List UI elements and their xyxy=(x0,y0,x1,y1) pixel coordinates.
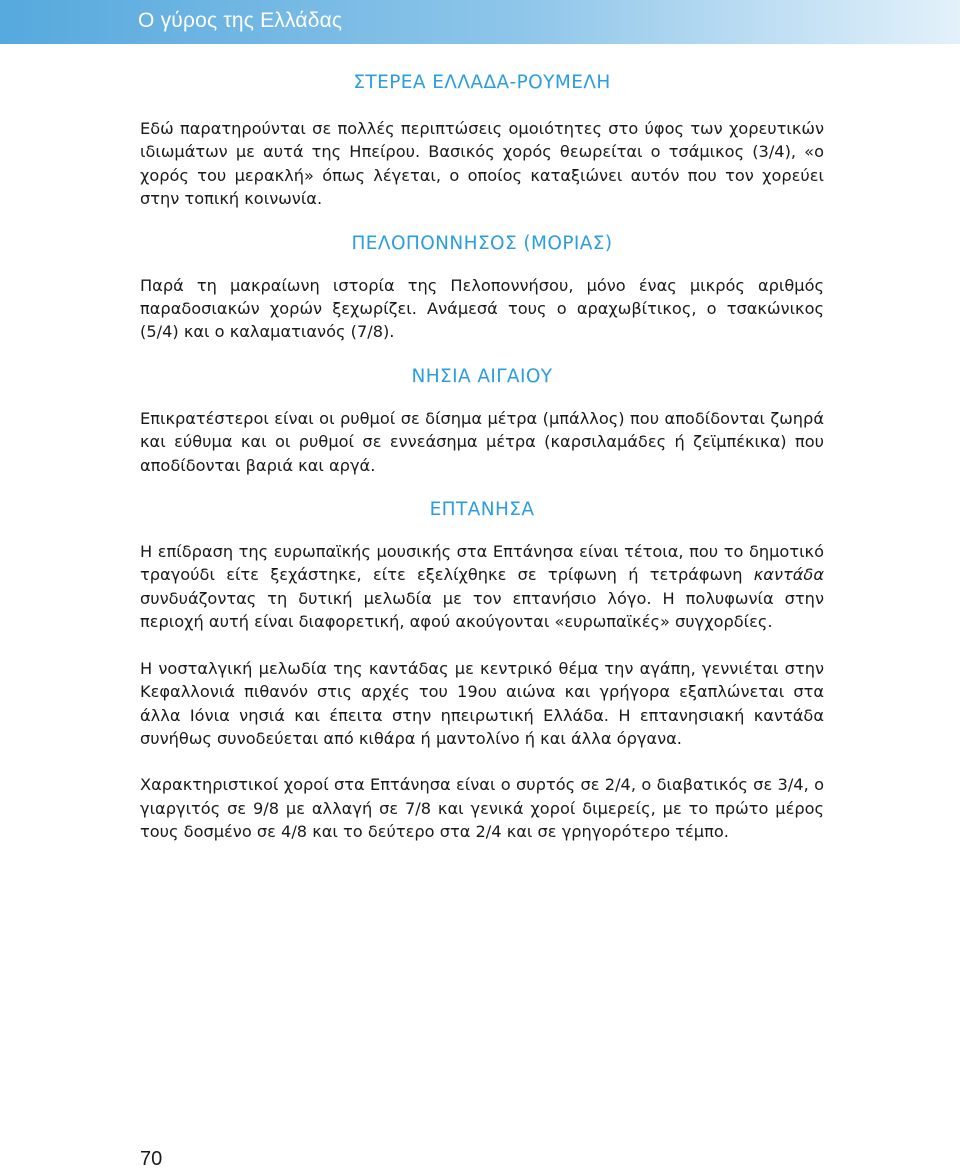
section-heading-sterea-ellada: ΣΤΕΡΕΑ ΕΛΛΑΔΑ-ΡΟΥΜΕΛΗ xyxy=(353,72,611,93)
paragraph-eptanisa-1-start: Η επίδραση της ευρωπαϊκής μουσικής στα Επτάνησα είναι τέτοια, που το δημοτικό τραγούδι είτε ξεχάστηκε, είτε εξελίχθηκε σε τρίφωνη ή τετράφωνη xyxy=(140,542,824,585)
paragraph-eptanisa-3: Χαρακτηριστικοί χοροί στα Επτάνησα είναι ο συρτός σε 2/4, ο διαβατικός σε 3/4, ο γιαργιτός σε 9/8 με αλλαγή σε 7/8 και γενικά χοροί διμερείς, με το πρώτο μέρος τους δοσμένο σε 4/8 και το δεύτερο στα 2/4 και σε γρηγορότερο τέμπο. xyxy=(140,775,824,842)
paragraph-sterea-ellada: Εδώ παρατηρούνται σε πολλές περιπτώσεις ομοιότητες στο ύφος των χορευτικών ιδιωμάτων με αυτά της Ηπείρου. Βασικός χορός θεωρείται ο τσάμικος (3/4), «ο χορός του μερακλή» όπως λέγεται, ο οποίος καταξιώνει αυτόν που τον χορεύει στην τοπική κοινωνία. xyxy=(140,119,824,209)
running-header-title: Ο γύρος της Ελλάδας xyxy=(138,9,343,32)
paragraph-eptanisa-1-end: συνδυάζοντας τη δυτική μελωδία με τον επτανήσιο λόγο. Η πολυφωνία στην περιοχή αυτή είναι διαφορετική, αφού ακούγονται «ευρωπαϊκές» συγχορδίες. xyxy=(140,588,824,632)
header-band xyxy=(0,0,960,44)
section-heading-eptanisa: ΕΠΤΑΝΗΣΑ xyxy=(429,499,535,521)
paragraph-eptanisa-2: Η νοσταλγική μελωδία της καντάδας με κεντρικό θέμα την αγάπη, γεννιέται στην Κεφαλλονιά πιθανόν στις αρχές του 19ου αιώνα και γρήγορα εξαπλώνεται στα άλλα Ιόνια νησιά και έπειτα στην ηπειρωτική Ελλάδα. Η επτανησιακή καντάδα συνήθως συνοδεύεται από κιθάρα ή μαντολίνο ή και άλλα όργανα. xyxy=(140,658,824,748)
section-heading-peloponnisos: ΠΕΛΟΠΟΝΝΗΣΟΣ (ΜΟΡΙΑΣ) xyxy=(351,232,613,254)
page-content xyxy=(140,68,824,844)
paragraph-peloponnisos: Παρά τη μακραίωνη ιστορία της Πελοποννήσου, μόνο ένας μικρός αριθμός παραδοσιακών χορών ξεχωρίζει. Ανάμεσά τους ο αραχωβίτικος, ο τσακώνικος (5/4) και ο καλαματιανός (7/8). xyxy=(140,275,824,342)
section-heading-nisia-aigaiou: ΝΗΣΙΑ ΑΙΓΑΙΟΥ xyxy=(411,365,553,387)
paragraph-nisia-aigaiou: Επικρατέστεροι είναι οι ρυθμοί σε δίσημα μέτρα (μπάλλος) που αποδίδονται ζωηρά και εύθυμα και οι ρυθμοί σε εννεάσημα μέτρα (καρσιλαμάδες ή ζεϊμπέκικα) που αποδίδονται βαριά και αργά. xyxy=(140,408,824,475)
italic-term-kantada: καντάδα xyxy=(753,565,824,585)
page-number: 70 xyxy=(140,1148,163,1170)
paragraph-eptanisa-1 xyxy=(140,540,824,634)
